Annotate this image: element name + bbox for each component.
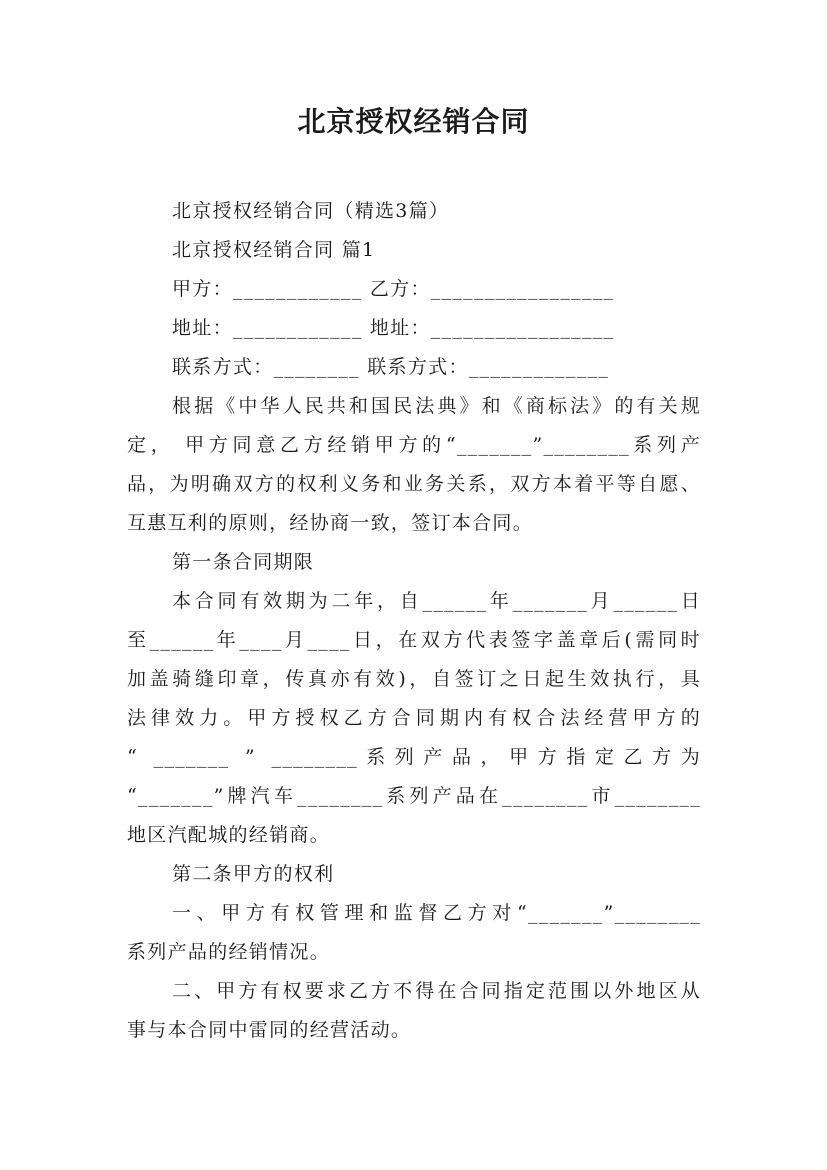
paragraph-line: 系列产品的经销情况。 <box>127 941 331 963</box>
section-heading: 第二条甲方的权利 <box>172 863 335 885</box>
paragraph-line: 二、甲方有权要求乙方不得在合同指定范围以外地区从 <box>172 980 701 1002</box>
paragraph-line: 互惠互利的原则，经协商一致，签订本合同。 <box>127 512 534 534</box>
paragraph-line: “_______”牌汽车________系列产品在________市________ <box>127 785 701 807</box>
paragraph-line: 至______年____月____日，在双方代表签字盖章后(需同时 <box>127 629 701 651</box>
paragraph-line: 法律效力。甲方授权乙方合同期内有权合法经营甲方的 <box>127 707 701 729</box>
paragraph-line: 加盖骑缝印章，传真亦有效)，自签订之日起生效执行，具 <box>127 668 701 690</box>
paragraph-line: 事与本合同中雷同的经营活动。 <box>127 1019 412 1041</box>
paragraph-line: 本合同有效期为二年，自______年_______月______日 <box>172 590 701 612</box>
subtitle-selected: 北京授权经销合同（精选3篇） <box>172 200 450 222</box>
paragraph-line: 品，为明确双方的权利义务和业务关系，双方本着平等自愿、 <box>127 473 701 495</box>
address-line: 地址：____________ 地址：_________________ <box>172 317 615 339</box>
paragraph-line: “ _______ ” ________系列产品，甲方指定乙方为 <box>127 746 701 768</box>
paragraph-line: 定， 甲方同意乙方经销甲方的“_______”________系列产 <box>127 434 701 456</box>
document-title: 北京授权经销合同 <box>297 105 530 138</box>
party-line: 甲方：____________ 乙方：_________________ <box>172 278 615 300</box>
section-heading: 第一条合同期限 <box>172 551 315 573</box>
paragraph-line: 根据《中华人民共和国民法典》和《商标法》的有关规 <box>172 395 701 417</box>
subtitle-part-1: 北京授权经销合同 篇1 <box>172 239 376 261</box>
paragraph-line: 地区汽配城的经销商。 <box>127 824 331 846</box>
paragraph-line: 一、甲方有权管理和监督乙方对“_______”________ <box>172 902 701 924</box>
contact-line: 联系方式：________ 联系方式：_____________ <box>172 356 610 378</box>
